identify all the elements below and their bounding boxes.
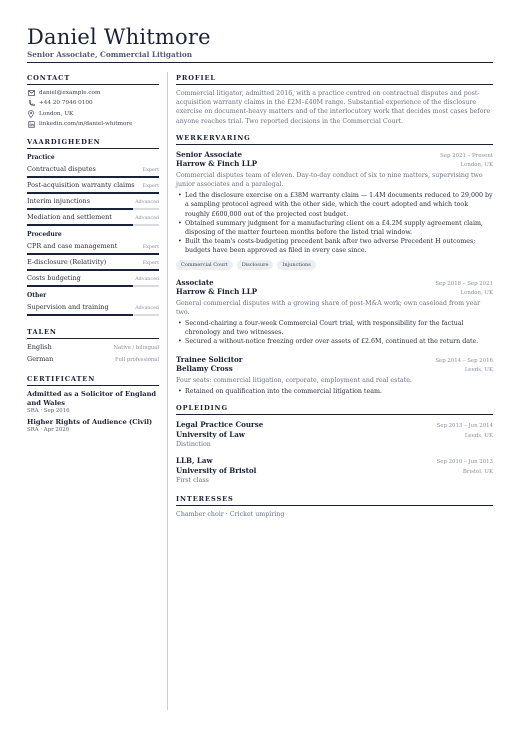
certificate-issuer: SRA · Apr 2020: [27, 427, 70, 434]
contact-section: [27, 74, 159, 129]
skill-level: Expert: [142, 261, 159, 267]
skill-bar: [27, 192, 159, 194]
job-entry: [176, 150, 493, 270]
education-note: Distinction: [176, 441, 211, 449]
job-tag: Injunctions: [277, 260, 315, 270]
education-heading: OPLEIDING: [176, 404, 229, 413]
job-entry: [176, 355, 493, 396]
education-school: University of Law: [176, 429, 245, 439]
job-bullet: • Secured a without-notice freezing order over assets of £2.6M, continued at the return date.: [176, 337, 493, 346]
profile-section: [176, 74, 493, 126]
job-organization: Harrow & Finch LLP: [176, 287, 258, 297]
skill-name: Contractual disputes: [27, 165, 96, 174]
languages-section: [27, 328, 159, 367]
skill-bar-fill: [27, 176, 159, 178]
candidate-name: Daniel Whitmore: [27, 25, 211, 49]
job-title: Senior Associate: [176, 149, 243, 159]
job-location: London, UK: [460, 162, 493, 169]
education-date: Sep 2010 – Jun 2013: [436, 459, 493, 466]
profile-text: Commercial litigator, admitted 2016, with a practice centred on contractual disputes and post-acquisition warranty claims in the £2M–£40M range. Substantial experience of the disclosure exercise on document-heavy matters and of the interlocutory work that decides most cases before anyone reaches trial. Two reported decisions in the Commercial Court.: [176, 90, 491, 125]
skill-item: [27, 242, 159, 255]
job-location: London, UK: [460, 290, 493, 297]
skill-level: Advanced: [135, 200, 159, 206]
column-divider: [167, 72, 168, 710]
job-title: Trainee Solicitor: [176, 354, 243, 364]
job-bullets: [176, 319, 493, 347]
skill-bar-fill: [27, 253, 159, 255]
job-tags: [176, 260, 493, 270]
skill-name: Post-acquisition warranty claims: [27, 181, 135, 190]
job-location: Leeds, UK: [464, 367, 493, 374]
skill-item: [27, 165, 159, 178]
experience-section: [176, 134, 493, 396]
certificates-rule: [27, 385, 159, 386]
job-date: Sep 2021 – Present: [440, 152, 493, 159]
skill-level: Expert: [142, 245, 159, 251]
skills-section: [27, 138, 159, 316]
job-tag: Commercial Court: [176, 260, 233, 270]
contact-linkedin-text: linkedin.com/in/daniel-whitmore: [39, 121, 133, 128]
header-divider: [27, 62, 493, 63]
contact-email-text: daniel@example.com: [39, 90, 101, 97]
education-entry: [176, 456, 493, 485]
interests-rule: [176, 505, 493, 506]
skill-level: Advanced: [135, 306, 159, 312]
skill-bar-fill: [27, 208, 133, 210]
contact-location: [27, 109, 159, 119]
job-description: General commercial disputes with a growing share of post-M&A work; own caseload from year two.: [176, 299, 481, 316]
interests-section: [176, 495, 493, 519]
phone-icon: [27, 99, 35, 107]
contact-linkedin[interactable]: [27, 119, 159, 129]
mail-icon: [27, 89, 35, 97]
education-location: Leeds, UK: [464, 432, 493, 439]
skill-bar-fill: [27, 285, 133, 287]
job-bullets: [176, 387, 493, 396]
job-description: Four seats: commercial litigation, corporate, employment and real estate.: [176, 376, 412, 384]
skill-level: Advanced: [135, 216, 159, 222]
profile-rule: [176, 84, 493, 85]
job-bullet: • Led the disclosure exercise on a £38M warranty claim — 1.4M documents reduced to 29,000 by a sampling protocol agreed with the other side, which the court adopted and which took roughly £600,000 out of the projected cost budget.: [176, 191, 493, 219]
skill-group-procedure: Procedure: [27, 231, 62, 239]
job-bullets: [176, 191, 493, 255]
certificate-issuer: SRA · Sep 2016: [27, 407, 70, 414]
education-location: Bristol, UK: [462, 468, 493, 475]
certificate-name: Admitted as a Solicitor of England and Wales: [27, 390, 157, 407]
education-date: Sep 2013 – Jun 2014: [436, 423, 493, 430]
linkedin-icon: [27, 120, 35, 128]
skill-name: Mediation and settlement: [27, 213, 112, 222]
education-school: University of Bristol: [176, 465, 257, 475]
skill-item: [27, 258, 159, 271]
skill-group-other: Other: [27, 292, 47, 300]
skill-bar: [27, 314, 159, 316]
language-level: Full professional: [114, 357, 159, 364]
interests-heading: INTERESSES: [176, 495, 234, 504]
job-date: Sep 2014 – Sep 2016: [435, 357, 493, 364]
certificates-section: [27, 375, 159, 434]
skills-rule: [27, 148, 159, 149]
job-tag: Disclosure: [237, 260, 274, 270]
skill-name: CPR and case management: [27, 242, 118, 251]
interests-text: Chamber choir · Cricket umpiring: [176, 511, 285, 519]
job-bullet: • Obtained summary judgment for a manufacturing client on a £4.2M supply agreement claim, disposing of the matter fourteen months before the listed trial window.: [176, 219, 493, 237]
experience-rule: [176, 144, 493, 145]
language-name: German: [27, 355, 54, 364]
skill-bar-fill: [27, 269, 159, 271]
right-column: [176, 74, 493, 519]
contact-rule: [27, 84, 159, 85]
skill-group-practice: Practice: [27, 154, 55, 162]
skill-item: [27, 274, 159, 287]
experience-heading: WERKERVARING: [176, 133, 251, 142]
job-organization: Bellamy Cross: [176, 364, 233, 374]
skill-bar-fill: [27, 224, 133, 226]
contact-phone[interactable]: [27, 98, 159, 108]
job-title: Associate: [176, 277, 214, 287]
skill-bar: [27, 224, 159, 226]
language-row: [27, 355, 159, 367]
skill-name: Supervision and training: [27, 303, 109, 312]
skill-level: Advanced: [135, 277, 159, 283]
job-bullet: • Second-chairing a four-week Commercial Court trial, with responsibility for the factual chronology and two witnesses.: [176, 319, 493, 337]
skill-item: [27, 181, 159, 194]
location-icon: [27, 110, 35, 118]
language-name: English: [27, 343, 52, 352]
skill-item: [27, 303, 159, 316]
contact-heading: CONTACT: [27, 74, 71, 82]
job-date: Sep 2018 – Sep 2021: [435, 280, 493, 287]
contact-email[interactable]: [27, 88, 159, 98]
education-section: [176, 404, 493, 485]
skill-item: [27, 197, 159, 210]
languages-heading: TALEN: [27, 328, 57, 337]
skill-bar-fill: [27, 192, 159, 194]
candidate-subtitle: Senior Associate, Commercial Litigation: [27, 50, 193, 59]
certificate-name: Higher Rights of Audience (Civil): [27, 418, 153, 427]
skill-name: Costs budgeting: [27, 274, 81, 283]
skill-name: E-disclosure (Relativity): [27, 258, 107, 267]
contact-phone-text: +44 20 7946 0100: [39, 100, 93, 107]
skills-heading: VAARDIGHEDEN: [27, 138, 101, 147]
profile-heading: PROFIEL: [176, 74, 216, 82]
certificates-heading: CERTIFICATEN: [27, 375, 96, 384]
skill-bar: [27, 253, 159, 255]
skill-bar: [27, 285, 159, 287]
job-bullet: • Retained on qualification into the commercial litigation team.: [176, 387, 493, 396]
skill-bar-fill: [27, 314, 133, 316]
left-column: [27, 74, 159, 435]
job-organization: Harrow & Finch LLP: [176, 159, 258, 169]
language-level: Native / bilingual: [113, 345, 159, 352]
education-note: First class: [176, 477, 209, 485]
education-entry: [176, 420, 493, 449]
certificate-item: [27, 390, 159, 415]
skill-bar: [27, 208, 159, 210]
education-degree: LLB, Law: [176, 456, 213, 466]
job-entry: [176, 278, 493, 347]
job-description: Commercial disputes team of eleven. Day-to-day conduct of six to nine matters, supervising two junior associates and a paralegal.: [176, 171, 483, 189]
certificate-item: [27, 418, 159, 434]
education-rule: [176, 414, 493, 415]
skill-level: Expert: [142, 168, 159, 174]
skill-bar: [27, 269, 159, 271]
languages-rule: [27, 338, 159, 339]
skill-name: Interim injunctions: [27, 197, 91, 206]
language-row: [27, 343, 159, 355]
contact-location-text: London, UK: [39, 110, 74, 117]
skill-bar: [27, 176, 159, 178]
job-bullet: • Built the team's costs-budgeting precedent bank after two adverse Precedent H outcomes; budgets have been approved as filed in every case since.: [176, 237, 493, 255]
skill-item: [27, 213, 159, 226]
skill-level: Expert: [142, 184, 159, 190]
education-degree: Legal Practice Course: [176, 420, 264, 430]
